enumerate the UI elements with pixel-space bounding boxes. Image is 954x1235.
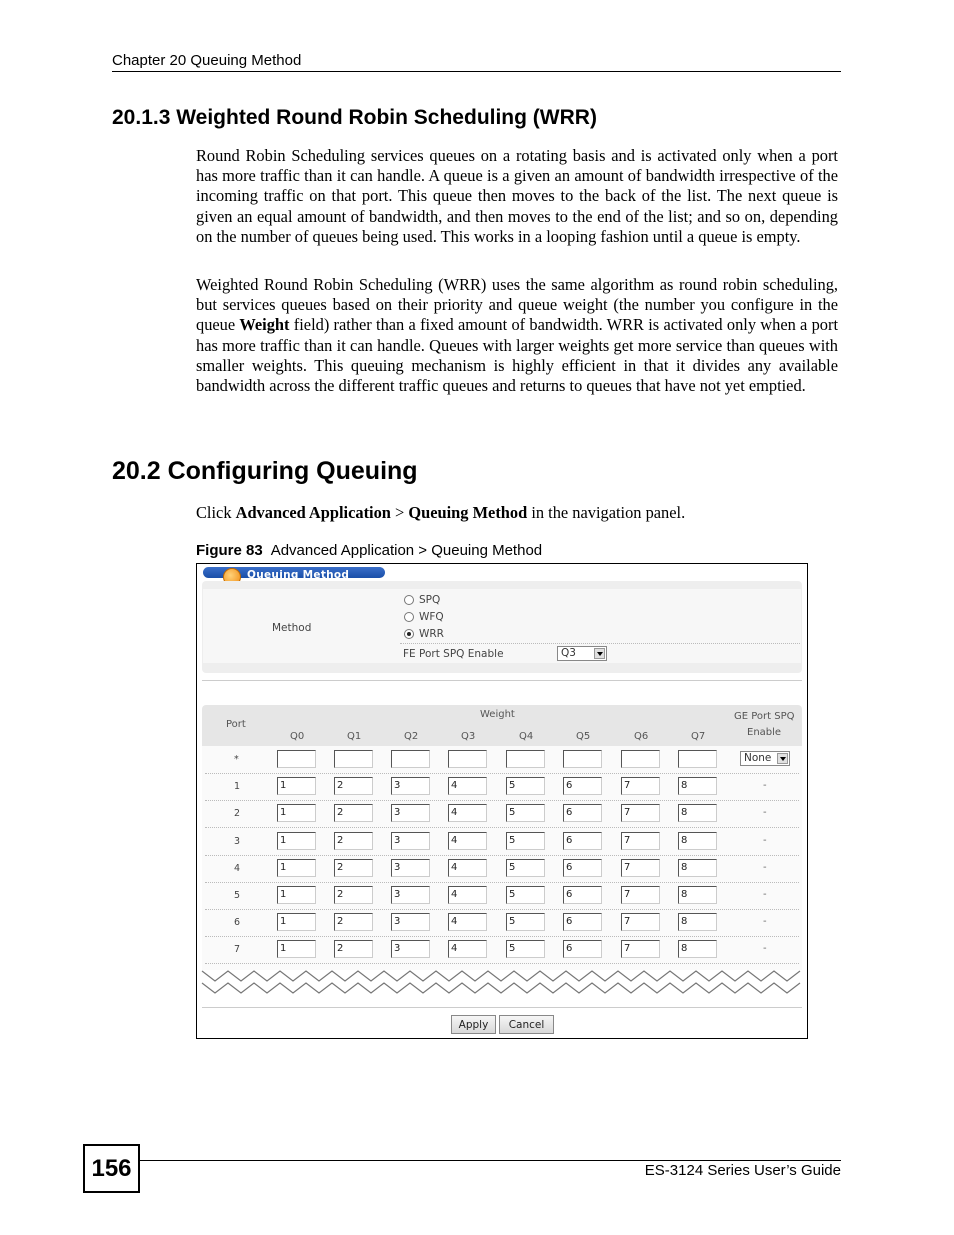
option-wfq-label: WFQ	[419, 611, 444, 623]
port-column-header: Port	[226, 719, 246, 730]
weight-input[interactable]: 4	[448, 832, 487, 850]
header-rule	[112, 71, 841, 72]
weight-input[interactable]: 8	[678, 777, 717, 795]
weight-input[interactable]: 7	[621, 940, 660, 958]
nav-gt: >	[390, 503, 409, 522]
nav-queuing-method: Queuing Method	[408, 503, 528, 522]
row-divider	[205, 909, 799, 910]
para2-text-b: field) rather than a fixed amount of bandwidth. WRR is activated only when a port has more traffic than it can handle. Queues with larger weights get more service than queues with smaller weights. This queuing mechanism is highly efficient in that it divides any available bandwidth across the different traffic queues and returns to queues that have not yet emptied.	[196, 315, 839, 396]
weight-input[interactable]: 2	[334, 777, 373, 795]
dotted-separator	[400, 643, 800, 644]
cancel-button[interactable]: Cancel	[499, 1015, 554, 1034]
weight-input[interactable]: 5	[506, 913, 545, 931]
ge-spq-empty-value: -	[763, 889, 767, 900]
weight-input[interactable]: 7	[621, 859, 660, 877]
method-panel	[202, 581, 802, 673]
weight-input[interactable]: 8	[678, 940, 717, 958]
weight-input[interactable]: 4	[448, 859, 487, 877]
row-divider	[205, 773, 799, 774]
queue-header-q0: Q0	[290, 731, 305, 742]
weight-input[interactable]: 6	[563, 859, 602, 877]
weight-input[interactable]: 6	[563, 804, 602, 822]
page-number: 156	[83, 1144, 140, 1193]
queue-header-q5: Q5	[576, 731, 591, 742]
title-bar	[203, 567, 385, 581]
weight-input[interactable]: 1	[277, 859, 316, 877]
ge-spq-empty-value: -	[763, 916, 767, 928]
port-row-label: 5	[234, 890, 241, 901]
section-heading-wrr: 20.1.3 Weighted Round Robin Scheduling (WRR)	[112, 106, 597, 129]
all-ports-weight-input[interactable]	[678, 750, 717, 768]
ge-spq-empty-value: -	[763, 943, 767, 955]
weight-input[interactable]: 8	[678, 832, 717, 850]
weight-input[interactable]: 1	[277, 777, 316, 795]
weight-input[interactable]: 4	[448, 777, 487, 795]
method-label: Method	[272, 622, 312, 634]
dropdown-arrow-icon	[777, 753, 788, 764]
all-ports-ge-spq-select[interactable]	[740, 751, 790, 766]
queue-header-q1: Q1	[347, 731, 362, 742]
weight-input[interactable]: 1	[277, 913, 316, 931]
ge-spq-empty-value: -	[763, 780, 767, 792]
fe-port-spq-label: FE Port SPQ Enable	[403, 648, 504, 660]
dropdown-arrow-icon	[594, 648, 605, 659]
weight-input[interactable]: 5	[506, 859, 545, 877]
zigzag-break-icon	[197, 964, 808, 1004]
port-row-label: 7	[234, 944, 241, 956]
figure-caption-text: Advanced Application > Queuing Method	[270, 542, 543, 559]
row-divider	[205, 882, 799, 883]
ge-port-spq-header: GE Port SPQ	[734, 711, 795, 722]
port-row-label: 1	[234, 781, 241, 793]
weight-input[interactable]: 8	[678, 886, 717, 904]
radio-wrr[interactable]	[404, 629, 414, 639]
all-ports-weight-input[interactable]	[448, 750, 487, 768]
row-divider	[205, 800, 799, 801]
weight-input[interactable]: 4	[448, 886, 487, 904]
weight-input[interactable]: 2	[334, 940, 373, 958]
weight-input[interactable]: 4	[448, 804, 487, 822]
section-heading-configuring: 20.2 Configuring Queuing	[112, 457, 418, 485]
weight-input[interactable]: 3	[391, 913, 430, 931]
all-ports-ge-spq-value: None	[744, 752, 772, 764]
weight-input[interactable]: 5	[506, 804, 545, 822]
option-spq-label: SPQ	[419, 594, 441, 606]
row-divider	[205, 827, 799, 828]
weight-input[interactable]: 6	[563, 940, 602, 958]
screen-title: Queuing Method	[247, 569, 350, 581]
weight-input[interactable]: 5	[506, 886, 545, 904]
row-divider	[205, 936, 799, 937]
weight-input[interactable]: 3	[391, 859, 430, 877]
all-ports-weight-input[interactable]	[563, 750, 602, 768]
weight-input[interactable]: 4	[448, 940, 487, 958]
weight-input[interactable]: 1	[277, 886, 316, 904]
weight-input[interactable]: 8	[678, 913, 717, 931]
ge-spq-empty-value: -	[763, 807, 767, 819]
radio-wfq[interactable]	[404, 612, 414, 622]
figure-label: Figure 83	[196, 542, 263, 559]
queuing-method-screenshot	[196, 563, 808, 1039]
queue-header-q4: Q4	[519, 731, 534, 742]
weight-input[interactable]: 7	[621, 832, 660, 850]
weight-input[interactable]: 8	[678, 859, 717, 877]
weight-input[interactable]: 3	[391, 940, 430, 958]
fe-port-spq-value: Q3	[561, 647, 576, 659]
weight-input[interactable]: 3	[391, 777, 430, 795]
click-text: Click	[196, 503, 236, 522]
ge-spq-empty-value: -	[763, 861, 767, 873]
row-divider	[205, 855, 799, 856]
port-row-label: 2	[234, 808, 241, 820]
weight-input[interactable]: 6	[563, 913, 602, 931]
weight-input[interactable]: 1	[277, 804, 316, 822]
weight-input[interactable]: 7	[621, 804, 660, 822]
click-tail: in the navigation panel.	[527, 503, 686, 522]
ge-spq-empty-value: -	[763, 834, 767, 846]
paragraph-round-robin: Round Robin Scheduling services queues on a rotating basis and is activated only when a port has more traffic than it can handle. A queue is a given an amount of bandwidth irrespective of the incoming traffic on that port. This queue then moves to the back of the list. The next queue is given an equal amount of bandwidth, and then moves to the end of the list; and so on, depending on the number of queues being used. This works in a looping fashion until a queue is empty.	[196, 146, 838, 246]
weight-input[interactable]: 7	[621, 886, 660, 904]
queue-header-q7: Q7	[691, 731, 706, 742]
weight-input[interactable]: 1	[277, 832, 316, 850]
option-wrr-label: WRR	[419, 628, 444, 640]
all-ports-weight-input[interactable]	[621, 750, 660, 768]
weight-input[interactable]: 2	[334, 832, 373, 850]
footer-rule	[140, 1160, 841, 1161]
weight-input[interactable]: 7	[621, 777, 660, 795]
paragraph-wrr	[196, 275, 838, 396]
weight-input[interactable]: 2	[334, 913, 373, 931]
button-separator	[202, 1007, 802, 1008]
running-header: Chapter 20 Queuing Method	[112, 52, 302, 69]
queue-header-q2: Q2	[404, 731, 419, 742]
weight-input[interactable]: 4	[448, 913, 487, 931]
figure-caption	[196, 542, 542, 559]
apply-button[interactable]: Apply	[451, 1015, 496, 1034]
port-row-label: 4	[234, 862, 241, 874]
all-ports-weight-input[interactable]	[277, 750, 316, 768]
weight-input[interactable]: 3	[391, 804, 430, 822]
weight-input[interactable]: 5	[506, 940, 545, 958]
weight-input[interactable]: 2	[334, 859, 373, 877]
port-row-label: 6	[234, 917, 241, 929]
all-ports-weight-input[interactable]	[391, 750, 430, 768]
weight-input[interactable]: 8	[678, 804, 717, 822]
all-ports-weight-input[interactable]	[334, 750, 373, 768]
fe-port-spq-select[interactable]	[557, 646, 607, 661]
all-ports-weight-input[interactable]	[506, 750, 545, 768]
paragraph-click-nav	[196, 503, 838, 523]
weight-input[interactable]: 5	[506, 777, 545, 795]
ge-port-enable-header: Enable	[747, 727, 782, 738]
weight-input[interactable]: 3	[391, 886, 430, 904]
weight-input[interactable]: 5	[506, 832, 545, 850]
para2-text-a: Weighted Round Robin Scheduling (WRR) uses the same algorithm as round robin scheduling, but services queues based on their priority and queue weight (the number you configure in the queue	[196, 275, 838, 335]
weight-input[interactable]: 7	[621, 913, 660, 931]
radio-spq[interactable]	[404, 595, 414, 605]
weight-input[interactable]: 6	[563, 886, 602, 904]
port-row-label: 3	[234, 835, 241, 847]
weight-input[interactable]: 3	[391, 832, 430, 850]
weight-input[interactable]: 1	[277, 940, 316, 958]
nav-advanced-application: Advanced Application	[235, 503, 391, 522]
queue-header-q6: Q6	[634, 731, 649, 742]
weight-input[interactable]: 2	[334, 804, 373, 822]
weight-input[interactable]: 6	[563, 777, 602, 795]
para2-bold-weight: Weight	[239, 315, 290, 335]
guide-title: ES-3124 Series User’s Guide	[644, 1162, 841, 1179]
panel-separator	[202, 680, 802, 681]
weight-input[interactable]: 6	[563, 832, 602, 850]
all-ports-row-label: *	[234, 754, 239, 765]
queue-header-q3: Q3	[461, 731, 476, 742]
weight-column-header: Weight	[480, 709, 515, 720]
weight-input[interactable]: 2	[334, 886, 373, 904]
